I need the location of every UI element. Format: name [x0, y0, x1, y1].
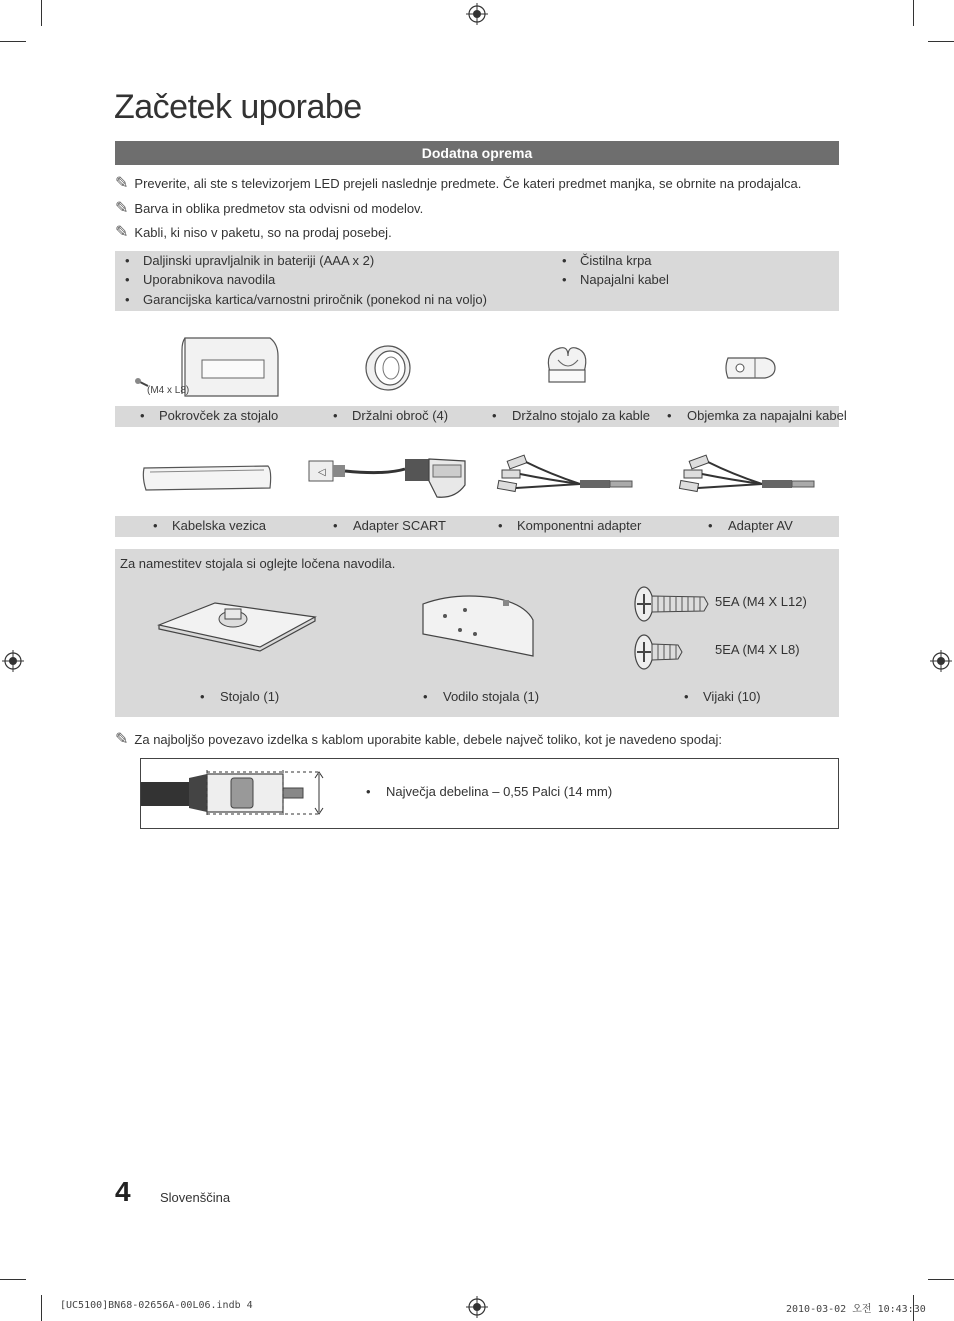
- cable-thickness-diagram: [141, 764, 331, 822]
- page-title: Začetek uporabe: [114, 88, 362, 126]
- stand-guide-image: [415, 590, 540, 662]
- crop-mark: [0, 1279, 26, 1280]
- power-cord-clamp-image: [720, 348, 780, 383]
- accessory-label: • Pokrovček za stojalo: [140, 408, 279, 423]
- note-item: [115, 201, 423, 216]
- registration-mark-icon: [466, 3, 488, 25]
- stand-item-label: • Vodilo stojala (1): [423, 689, 540, 704]
- list-item: • Čistilna krpa: [562, 253, 652, 268]
- stand-image: [155, 595, 320, 655]
- accessory-label: • Adapter AV: [708, 518, 793, 533]
- screw-short-image: [632, 632, 692, 672]
- list-item: • Garancijska kartica/varnostni priročnik (ponekod ni na voljo): [125, 292, 487, 307]
- registration-mark-icon: [2, 650, 24, 672]
- crop-mark: [41, 1295, 42, 1321]
- accessory-label: • Adapter SCART: [333, 518, 446, 533]
- stand-item-label: • Vijaki (10): [684, 689, 761, 704]
- crop-mark: [913, 0, 914, 26]
- footer-timestamp: 2010-03-02 오전 10:43:30: [786, 1304, 926, 1315]
- cable-tie-image: [140, 460, 275, 495]
- cable-holder-image: [540, 342, 595, 387]
- note-pencil-icon: ✎: [115, 731, 129, 748]
- footer-file-info: [UC5100]BN68-02656A-00L06.indb 4: [60, 1300, 253, 1311]
- crop-mark: [0, 41, 26, 42]
- screw-label: 5EA (M4 X L8): [715, 642, 800, 657]
- registration-mark-icon: [930, 650, 952, 672]
- screw-label: 5EA (M4 X L12): [715, 594, 807, 609]
- crop-mark: [41, 0, 42, 26]
- note-text: Barva in oblika predmetov sta odvisni od modelov.: [134, 201, 424, 216]
- scart-adapter-image: [305, 455, 470, 503]
- registration-mark-icon: [466, 1296, 488, 1318]
- note-item: [115, 225, 392, 240]
- svg-text:◁: ◁: [318, 467, 326, 478]
- accessory-label: • Kabelska vezica: [153, 518, 266, 533]
- accessory-label: • Objemka za napajalni kabel: [667, 408, 847, 423]
- accessory-label: • Držalni obroč (4): [333, 408, 449, 423]
- page-number: 4: [115, 1176, 131, 1207]
- note-item: [115, 732, 722, 747]
- accessory-label: • Komponentni adapter: [498, 518, 642, 533]
- stand-note: Za namestitev stojala si oglejte ločena navodila.: [120, 556, 396, 571]
- stand-item-label: • Stojalo (1): [200, 689, 280, 704]
- note-pencil-icon: ✎: [115, 175, 129, 192]
- holder-ring-image: [360, 343, 415, 393]
- accessory-label: • Držalno stojalo za kable: [492, 408, 651, 423]
- screw-size-label: (M4 x L8): [147, 385, 190, 396]
- note-pencil-icon: ✎: [115, 224, 129, 241]
- note-item: [115, 176, 801, 191]
- av-adapter-image: [672, 452, 822, 502]
- note-pencil-icon: ✎: [115, 200, 129, 217]
- language-label: Slovenščina: [160, 1190, 231, 1205]
- list-item: • Napajalni kabel: [562, 272, 669, 287]
- crop-mark: [928, 1279, 954, 1280]
- component-adapter-image: [490, 452, 640, 502]
- list-item: • Daljinski upravljalnik in bateriji (AAA x 2): [125, 253, 375, 268]
- crop-mark: [928, 41, 954, 42]
- cable-spec: • Največja debelina – 0,55 Palci (14 mm): [366, 784, 613, 799]
- list-item: • Uporabnikova navodila: [125, 272, 276, 287]
- section-header: Dodatna oprema: [115, 141, 839, 165]
- screw-long-image: [632, 584, 712, 624]
- note-text: Preverite, ali ste s televizorjem LED prejeli naslednje predmete. Če kateri predmet manjka, se obrnite na prodajalca.: [134, 176, 802, 191]
- note-text: Za najboljšo povezavo izdelka s kablom uporabite kable, debele največ toliko, kot je navedeno spodaj:: [134, 732, 722, 747]
- note-text: Kabli, ki niso v paketu, so na prodaj posebej.: [134, 225, 392, 240]
